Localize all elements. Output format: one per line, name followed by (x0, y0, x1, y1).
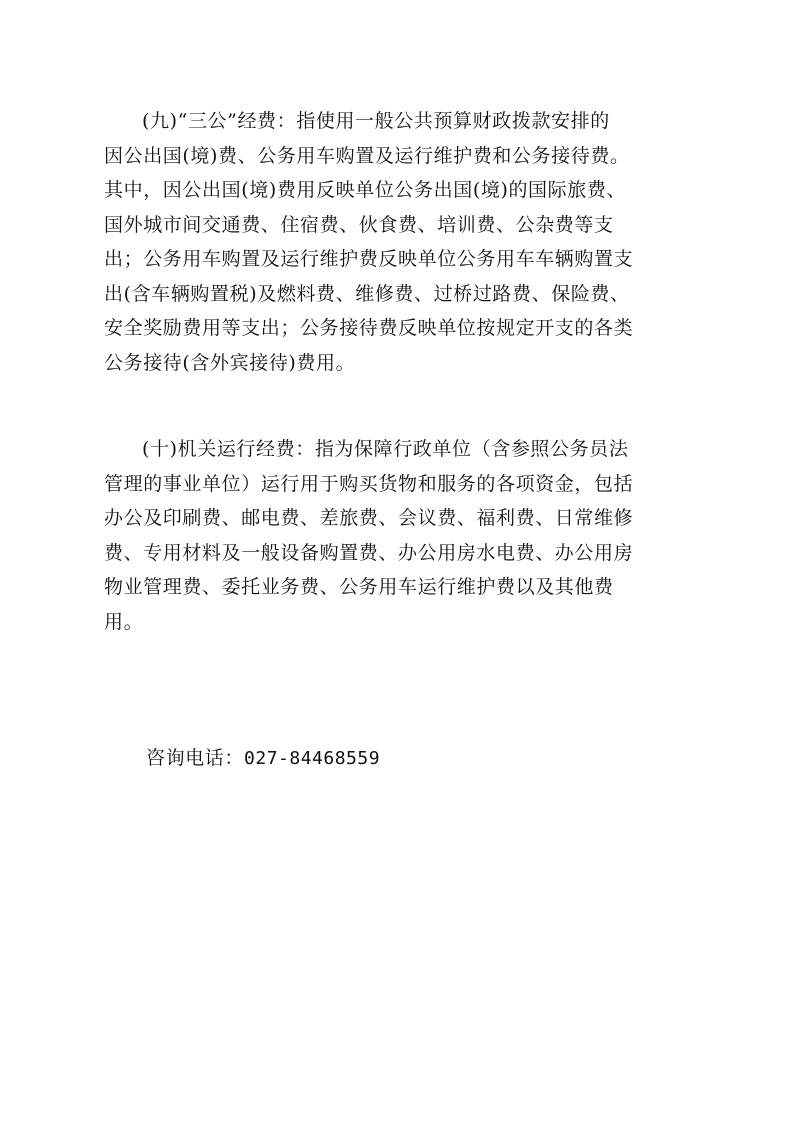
paragraph-line: 因公出国(境)费、公务用车购置及运行维护费和公务接待费。 (104, 144, 630, 167)
paragraph-line: 费、专用材料及一般设备购置费、办公用房水电费、办公用房 (104, 541, 634, 564)
paragraph-line: 公务接待(含外宾接待)费用。 (104, 351, 356, 374)
paragraph-line: 出(含车辆购置税)及燃料费、维修费、过桥过路费、保险费、 (104, 282, 630, 305)
paragraph-line: 办公及印刷费、邮电费、差旅费、会议费、福利费、日常维修 (104, 507, 634, 529)
paragraph-line: 国外城市间交通费、住宿费、伙食费、培训费、公杂费等支 (104, 213, 614, 236)
contact-label: 咨询电话： (146, 747, 245, 769)
paragraph-line: 管理的事业单位）运行用于购买货物和服务的各项资金，包括 (104, 472, 634, 495)
contact-phone-number: 027-84468559 (244, 748, 381, 769)
paragraph-line: 安全奖励费用等支出；公务接待费反映单位按规定开支的各类 (104, 317, 634, 339)
paragraph-line: 出；公务用车购置及运行维护费反映单位公务用车车辆购置支 (104, 248, 634, 270)
paragraph-line: 其中，因公出国(境)费用反映单位公务出国(境)的国际旅费、 (104, 179, 627, 201)
paragraph-line: (九)“三公”经费：指使用一般公共预算财政拨款安排的 (142, 110, 610, 132)
paragraph-agency-operating-expenses (104, 432, 684, 639)
paragraph-line: 物业管理费、委托业务费、公务用车运行维护费以及其他费 (104, 576, 614, 598)
contact-line (146, 741, 380, 777)
paragraph-line: (十)机关运行经费：指为保障行政单位（含参照公务员法 (142, 438, 629, 460)
paragraph-three-public-expenses (104, 104, 684, 380)
paragraph-line: 用。 (104, 610, 144, 633)
